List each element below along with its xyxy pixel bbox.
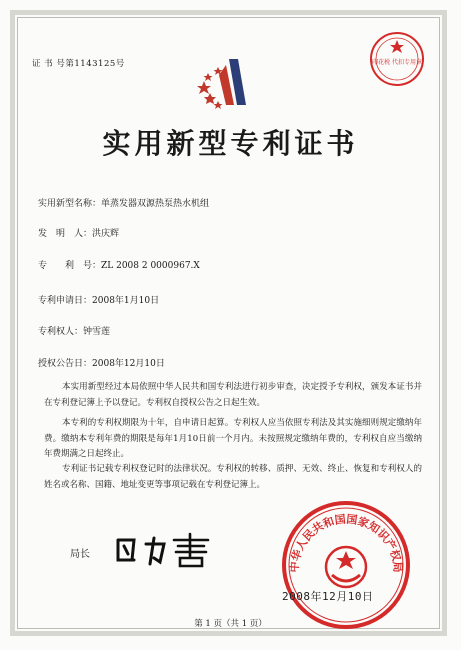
seal-date: 2008年12月10日	[282, 590, 374, 603]
office-seal	[276, 495, 416, 635]
field-value: 钟雪莲	[83, 327, 111, 337]
seal-label: 印花税 代扣专用章	[372, 59, 422, 66]
field-utility-model-name: 实用新型名称：单蒸发器双源热泵热水机组	[38, 199, 210, 209]
director-label: 局长	[70, 549, 90, 560]
field-value: 单蒸发器双源热泵热水机组	[101, 199, 210, 209]
seal-text: 中华人民共和国国家知识产权局	[287, 512, 405, 574]
paragraph-grant: 本实用新型经过本局依照中华人民共和国专利法进行初步审查，决定授予专利权，颁发本证书并在专利登记簿上予以登记。专利权自授权公告之日起生效。	[44, 382, 422, 408]
field-grant-date: 授权公告日：2008年12月10日	[38, 359, 165, 369]
page-number: 第 1 页（共 1 页）	[194, 619, 267, 629]
certificate-number: 证 书 号第1143125号	[32, 59, 125, 69]
field-patent-number: 专 利 号：ZL 2008 2 0000967.X	[38, 261, 200, 271]
field-inventor: 发 明 人：洪庆辉	[38, 229, 120, 239]
field-value: 洪庆辉	[92, 229, 120, 239]
field-application-date: 专利申请日：2008年1月10日	[38, 296, 160, 306]
paragraph-term: 本专利的专利权期限为十年，自申请日起算。专利权人应当依照专利法及其实施细则规定缴纳年费。缴纳本专利年费的期限是每年1月10日前一个月内。未按照规定缴纳年费的，专利权自应当缴纳年费期满之日起终止。	[44, 418, 422, 459]
field-value: 2008年1月10日	[92, 296, 160, 306]
field-value: 2008年12月10日	[92, 359, 165, 369]
paragraph-status: 专利证书记载专利权登记时的法律状况。专利权的转移、质押、无效、终止、恢复和专利权人的姓名或名称、国籍、地址变更等事项记载在专利登记簿上。	[44, 464, 422, 490]
sipo-logo-icon	[196, 55, 266, 115]
field-patentee: 专利权人：钟雪莲	[38, 327, 111, 337]
field-value: ZL 2008 2 0000967.X	[101, 261, 200, 271]
page-title: 实用新型专利证书	[102, 127, 359, 160]
handwritten-signature	[112, 530, 222, 568]
tax-stamp-seal	[368, 30, 426, 88]
